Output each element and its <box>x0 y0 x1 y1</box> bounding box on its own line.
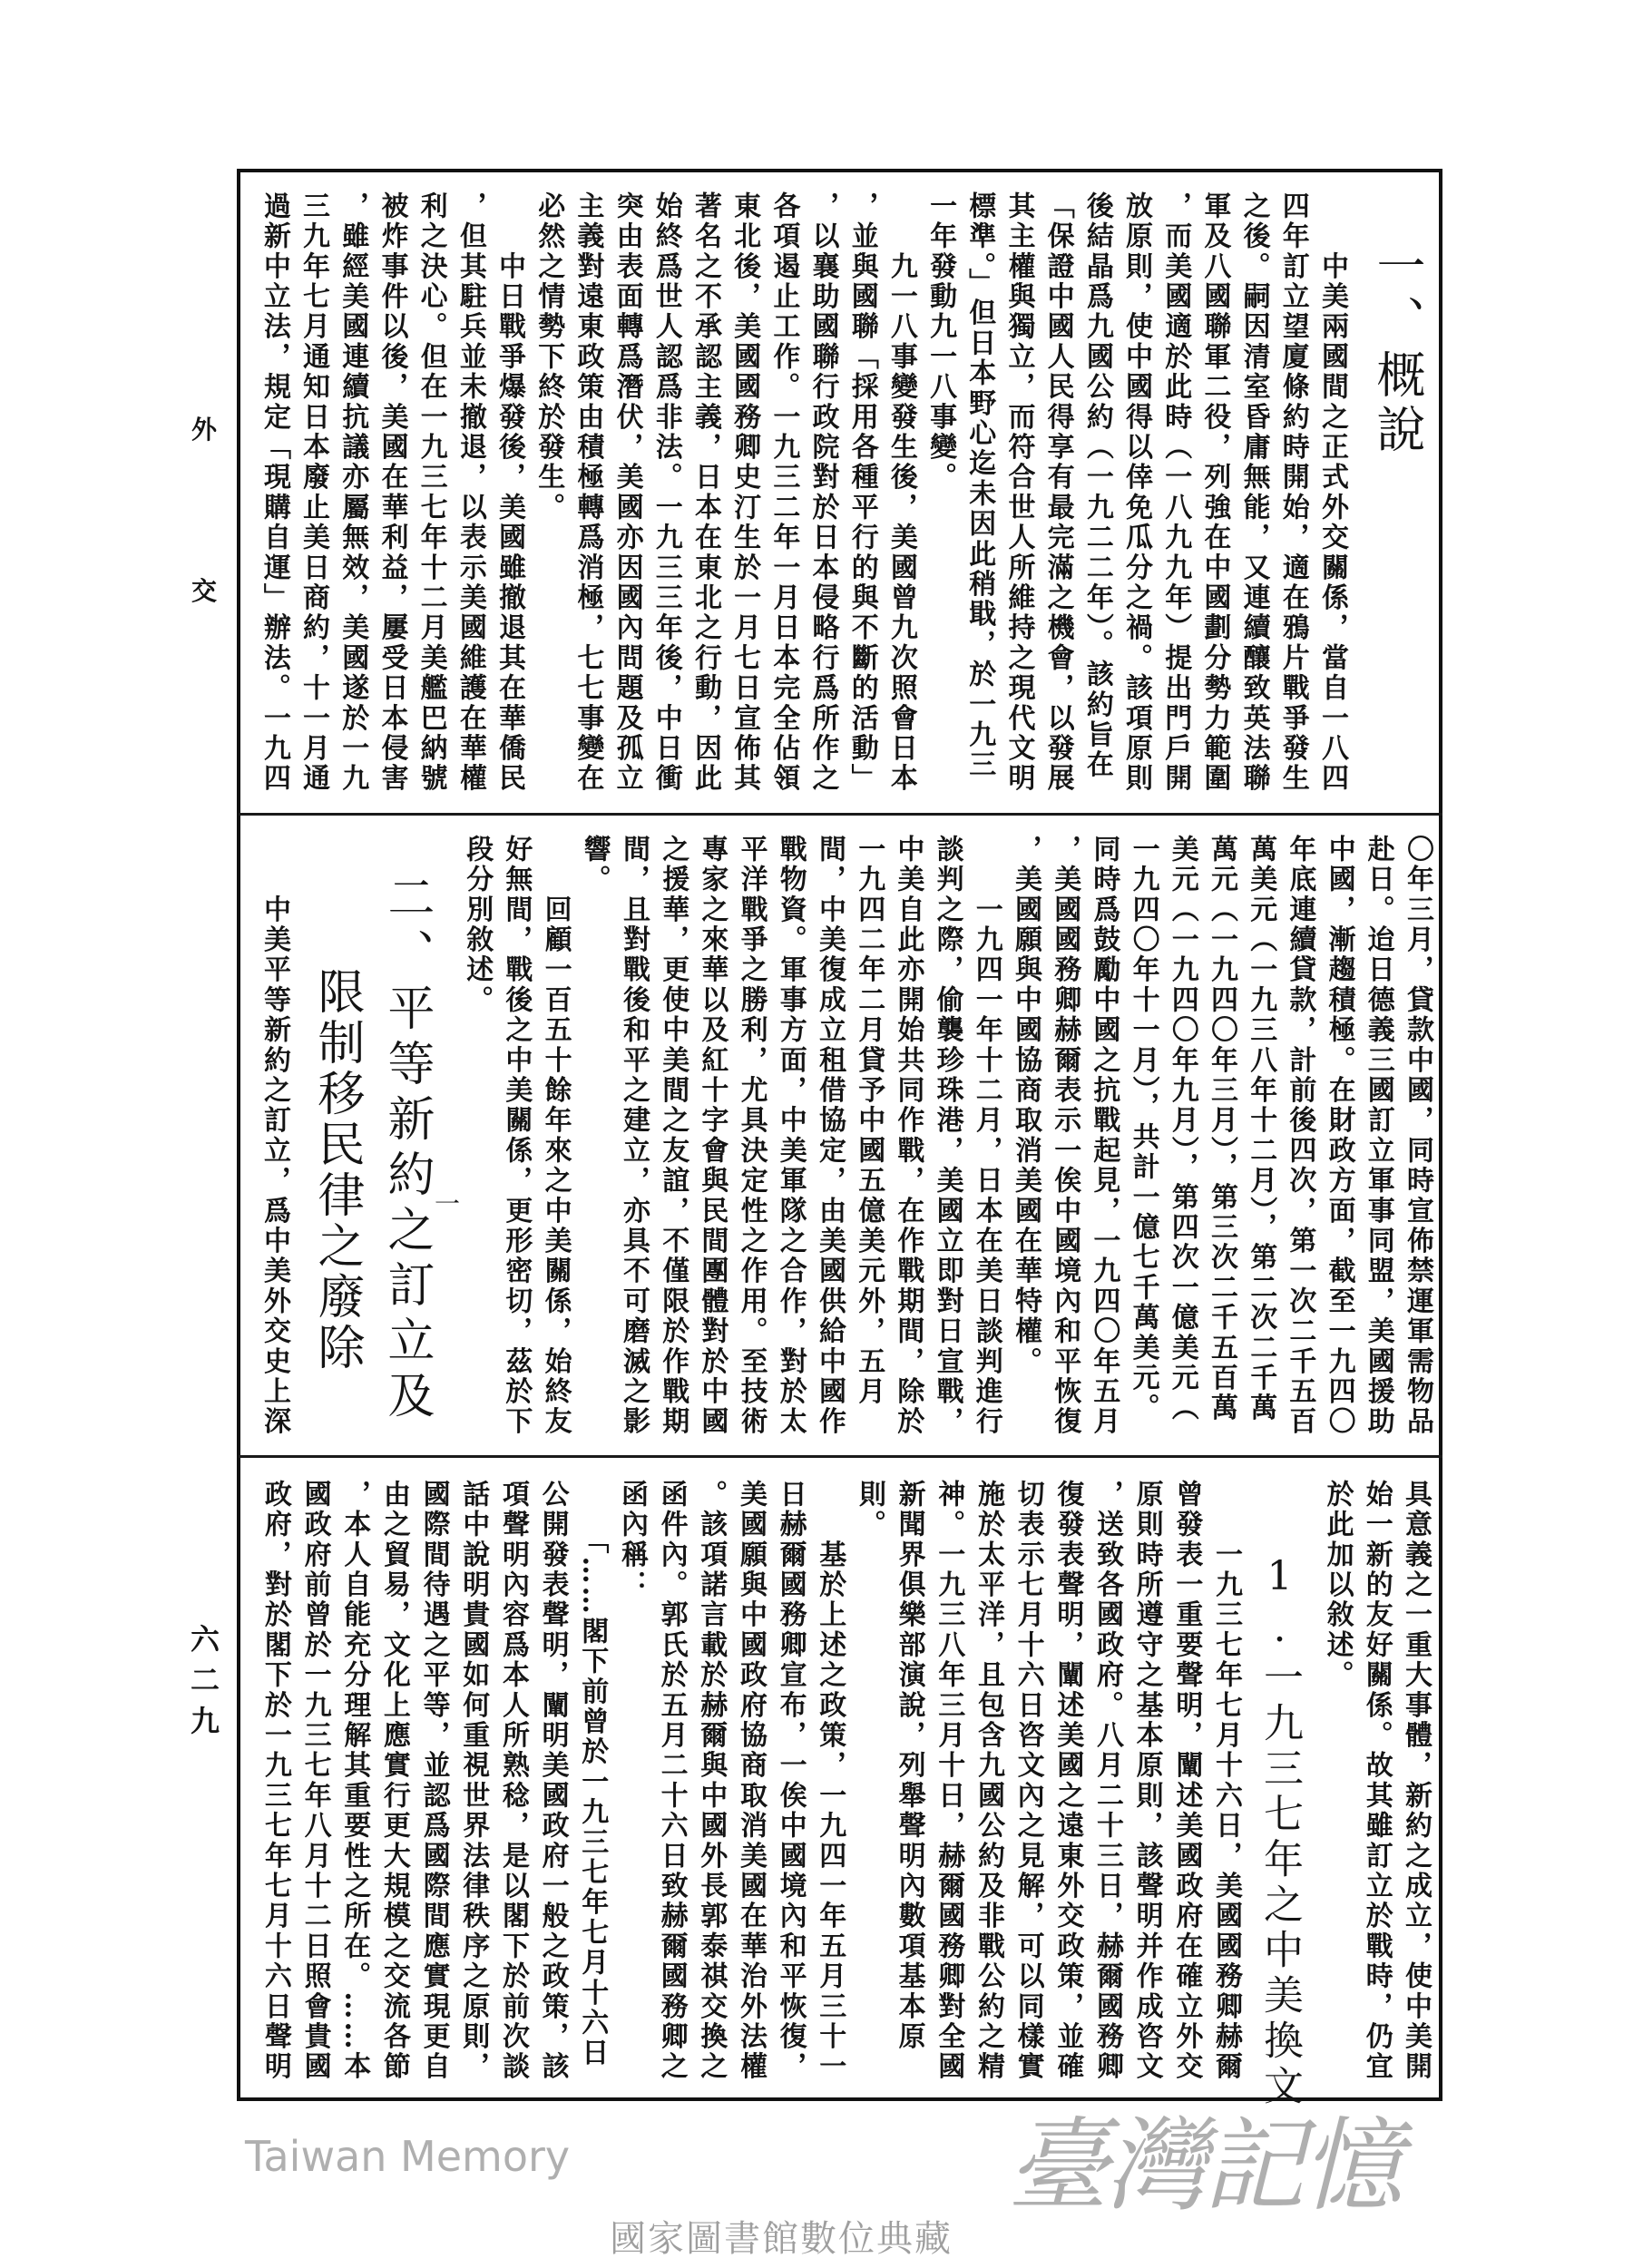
text-column: 項聲明內容爲本人所熟稔，是以閣下於前次談 <box>496 1480 529 2082</box>
text-column: 基於上述之政策，一九四一年五月三十一 <box>814 1480 846 2082</box>
text-column: ，美國願與中國協商取消美國在華特權。 <box>1010 835 1041 1377</box>
section-title-overview: 一、概說 <box>1369 240 1426 458</box>
text-column: 一九四〇年十一月），共計一億七千萬美元。 <box>1127 835 1159 1423</box>
text-column: 話中說明貴國如何重視世界法律秩序之原則， <box>457 1480 490 2082</box>
text-column: 一年發動九一八事變。 <box>924 191 957 493</box>
text-column: 美國願與中國政府協商取消美國在華治外法權 <box>734 1480 767 2082</box>
text-column: 間，中美復成立租借協定，由美國供給中國作 <box>814 835 846 1437</box>
text-column: ，但其駐兵並未撤退，以表示美國維護在華權 <box>454 191 486 794</box>
text-column: 利之決心。但在一九三七年十二月美艦巴納號 <box>415 191 447 794</box>
section-heading-line-1: 二、平等新約之訂立及 <box>379 873 434 1426</box>
text-column: ，送致各國政府。八月二十三日，赫爾國務卿 <box>1090 1480 1123 2082</box>
text-column: 談判之際，偷襲珍珠港，美國立即對日宣戰， <box>931 835 963 1437</box>
text-column: 三九年七月通知日本廢止美日商約，十一月通 <box>298 191 330 794</box>
text-column: 東北後，美國國務卿史汀生於一月七日宣佈其 <box>728 191 761 794</box>
text-column: 由之貿易，文化上應實行更大規模之交流各節 <box>377 1480 410 2082</box>
text-column: 中國，漸趨積極。在財政方面，截至一九四〇 <box>1323 835 1355 1437</box>
text-column: 具意義之一重大事體，新約之成立，使中美開 <box>1400 1480 1432 2082</box>
text-column: 則。 <box>853 1480 885 1540</box>
text-column: 段分別敘述。 <box>461 835 494 1016</box>
text-column: 國際間待遇之平等，並認爲國際間應實現更自 <box>417 1480 450 2082</box>
text-column: 間，且對戰後和平之建立，亦具不可磨滅之影 <box>618 835 650 1437</box>
text-column: 函件內。郭氏於五月二十六日致赫爾國務卿之 <box>655 1480 688 2082</box>
text-column: 原則時所遵守之基本原則，該聲明并作成咨文 <box>1130 1480 1163 2082</box>
text-column: 軍及八國聯軍二役，列強在中國劃分勢力範圍 <box>1198 191 1231 794</box>
text-column: 美元（一九四〇年九月），第四次一億美元（ <box>1166 835 1198 1423</box>
text-column: 神。一九三八年三月十日，赫爾國務卿對全國 <box>933 1480 965 2082</box>
text-column: ，並與國聯「採用各種平行的與不斷的活動」 <box>846 191 878 794</box>
text-column: 被炸事件以後，美國在華利益，屢受日本侵害 <box>376 191 408 794</box>
text-column: 同時爲鼓勵中國之抗戰起見，一九四〇年五月 <box>1088 835 1120 1437</box>
text-column: 後結晶爲九國公約（一九二二年）。該約旨在 <box>1081 191 1113 780</box>
text-column: 好無間，戰後之中美關係，更形密切，茲於下 <box>500 835 533 1437</box>
text-column: 。該項諾言載於赫爾與中國外長郭泰祺交換之 <box>695 1480 728 2082</box>
text-column: 函內稱： <box>615 1480 648 1600</box>
text-column: 年底連續貸款，計前後四次，第一次二千五百 <box>1284 835 1316 1437</box>
text-column: 中美兩國間之正式外交關係，當自一八四 <box>1316 191 1348 794</box>
text-column: 中日戰爭爆發後，美國雖撤退其在華僑民 <box>494 191 525 794</box>
text-column: 響。 <box>578 835 611 895</box>
text-column: 中美平等新約之訂立，爲中美外交史上深 <box>259 835 290 1437</box>
text-column: ，而美國適於此時（一八九九年）提出門戶開 <box>1159 191 1192 794</box>
text-column: 政府，對於閣下於一九三七年七月十六日聲明 <box>259 1480 291 2082</box>
text-column: ，以襄助國聯行政院對於日本侵略行爲所作之 <box>807 191 839 794</box>
text-column: 始一新的友好關係。故其雖訂立於戰時，仍宜 <box>1360 1480 1393 2082</box>
text-column: 萬元（一九四〇年三月），第三次二千五百萬 <box>1206 835 1237 1423</box>
text-column: 標準。」但日本野心迄未因此稍戢，於一九三 <box>963 191 996 780</box>
subsection-heading: 1.一九三七年之中美換文 <box>1257 1553 1303 2110</box>
text-column: 必然之情勢下終於發生。 <box>533 191 565 523</box>
section-divider <box>239 1455 1442 1458</box>
text-column: 切表示七月十六日咨文內之見解，可以同樣實 <box>1012 1480 1044 2082</box>
text-column: 放原則，使中國得以倖免瓜分之禍。該項原則 <box>1120 191 1153 794</box>
watermark-logo: 臺灣記憶 <box>1007 2107 1399 2225</box>
text-column: 〇年三月，貸款中國，同時宣佈禁運軍需物品 <box>1402 835 1433 1437</box>
text-column: 一九三七年七月十六日，美國國務卿赫爾 <box>1210 1480 1242 2082</box>
text-column: 「……閣下前曾於一九三七年七月十六日 <box>576 1480 609 2068</box>
heading-mark: 一 <box>431 1190 461 1216</box>
text-column: 四年訂立望廈條約時開始，適在鴉片戰爭發生 <box>1276 191 1309 794</box>
text-column: 平洋戰爭之勝利，尤具決定性之作用。至技術 <box>735 835 768 1437</box>
text-column: 日赫爾國務卿宣布，一俟中國境內和平恢復， <box>774 1480 807 2082</box>
text-column: ，美國國務卿赫爾表示一俟中國境內和平恢復 <box>1049 835 1081 1437</box>
text-column: 復發表聲明，闡述美國之遠東外交政策，並確 <box>1051 1480 1084 2082</box>
page-number: 六二九 <box>186 1624 220 1746</box>
text-column: 於此加以敘述。 <box>1321 1480 1354 1691</box>
text-column: 回顧一百五十餘年來之中美關係，始終友 <box>539 835 572 1437</box>
section-heading-line-2: 限制移民律之廢除 <box>309 967 364 1374</box>
watermark-text: Taiwan Memory <box>245 2132 571 2181</box>
text-column: 赴日。迨日德義三國訂立軍事同盟，美國援助 <box>1362 835 1394 1437</box>
text-column: 戰物資。軍事方面，中美軍隊之合作，對於太 <box>774 835 807 1437</box>
text-column: 各項遏止工作。一九三二年一月日本完全佔領 <box>768 191 800 794</box>
text-column: 之後。嗣因清室昏庸無能，又連續釀致英法聯 <box>1237 191 1270 794</box>
text-column: 中美自此亦開始共同作戰，在作戰期間，除於 <box>892 835 924 1437</box>
footer-source: 國家圖書館數位典藏 <box>610 2218 953 2260</box>
text-column: ，本人自能充分理解其重要性之所在。……本 <box>338 1480 371 2082</box>
margin-header-char: 外 <box>191 415 217 445</box>
text-column: 萬美元（一九三八年十二月），第二次二千萬 <box>1245 835 1277 1423</box>
section-divider <box>239 813 1442 816</box>
text-column: 突由表面轉爲潛伏，美國亦因國內問題及孤立 <box>611 191 643 794</box>
text-column: 一九四一年十二月，日本在美日談判進行 <box>970 835 1002 1437</box>
text-column: 九一八事變發生後，美國曾九次照會日本 <box>885 191 917 794</box>
text-column: 一九四二年二月貸予中國五億美元外，五月 <box>853 835 885 1407</box>
text-column: ，雖經美國連續抗議亦屬無效，美國遂於一九 <box>337 191 369 794</box>
text-column: 之援華，更使中美間之友誼，不僅限於作戰期 <box>657 835 689 1437</box>
text-column: 其主權與獨立，而符合世人所維持之現代文明 <box>1002 191 1035 794</box>
text-column: 曾發表一重要聲明，闡述美國政府在確立外交 <box>1170 1480 1203 2082</box>
text-column: 「保證中國人民得享有最完滿之機會，以發展 <box>1041 191 1074 794</box>
text-column: 公開發表聲明，闡明美國政府一般之政策，該 <box>536 1480 569 2082</box>
text-column: 新聞界俱樂部演說，列舉聲明內數項基本原 <box>893 1480 925 2052</box>
text-column: 始終爲世人認爲非法。一九三三年後，中日衝 <box>650 191 682 794</box>
text-column: 專家之來華以及紅十字會與民間團體對於中國 <box>696 835 728 1437</box>
text-column: 著名之不承認主義，日本在東北之行動，因此 <box>689 191 721 794</box>
text-column: 主義對遠東政策由積極轉爲消極，七七事變在 <box>572 191 604 794</box>
text-column: 施於太平洋，且包含九國公約及非戰公約之精 <box>972 1480 1004 2082</box>
text-column: 國政府前曾於一九三七年八月十二日照會貴國 <box>298 1480 331 2082</box>
text-column: 過新中立法，規定「現購自運」辦法。一九四 <box>258 191 290 794</box>
margin-header-char: 交 <box>191 576 217 606</box>
